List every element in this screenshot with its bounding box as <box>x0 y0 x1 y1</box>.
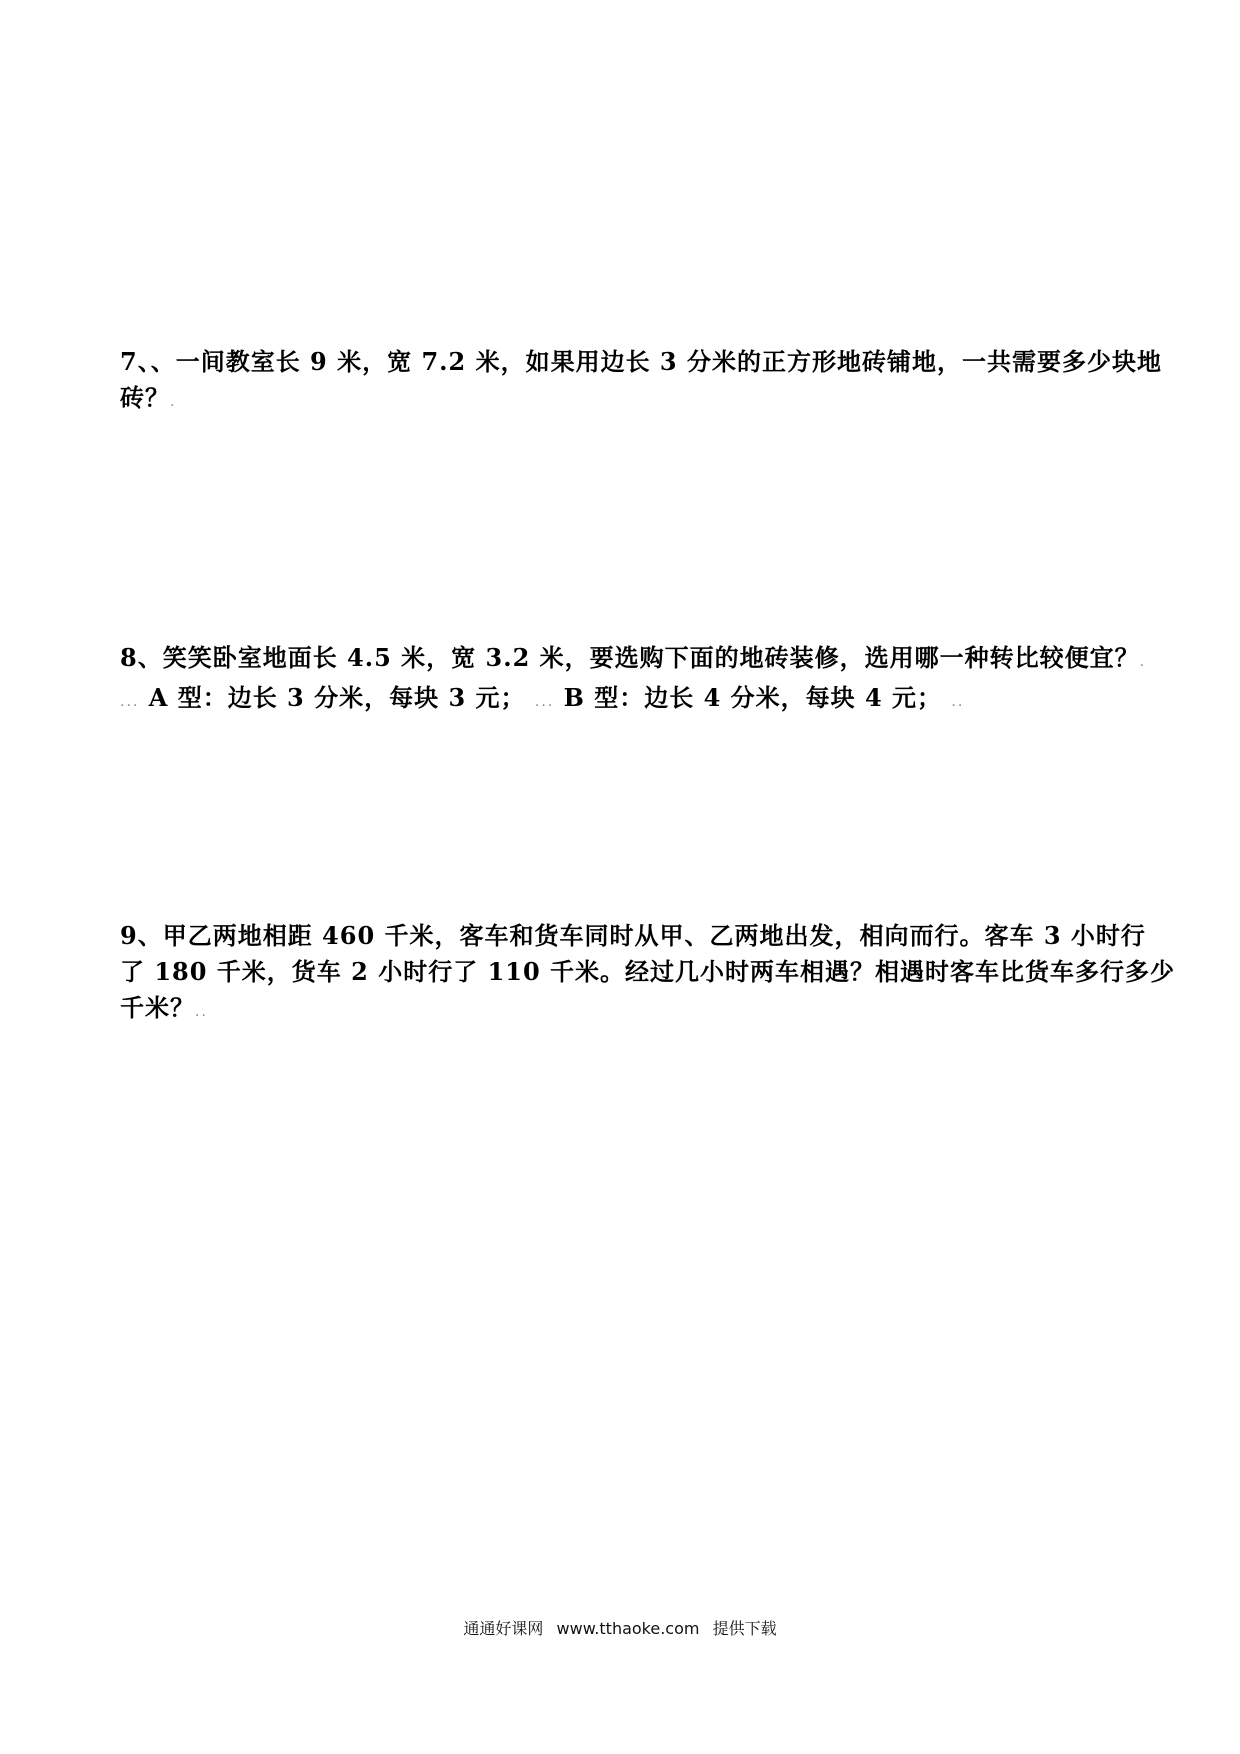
problem-9-line-1: 9、甲乙两地相距 460 千米，客车和货车同时从甲、乙两地出发，相向而行。客车 3 小时行 <box>120 921 1146 950</box>
footer-suffix: 提供下载 <box>712 1619 777 1638</box>
problem-9-line-3 <box>120 990 1130 1030</box>
problem-9 <box>120 918 1176 1030</box>
leading-dots: ... <box>120 694 140 710</box>
option-a: A 型：边长 3 分米，每块 3 元； <box>148 683 526 712</box>
problem-7 <box>120 344 1162 420</box>
option-b: B 型：边长 4 分米，每块 4 元； <box>563 683 943 712</box>
problem-8-line-1 <box>120 640 1147 680</box>
trailing-dots: .. <box>195 1004 208 1020</box>
trailing-dots: . <box>170 394 177 410</box>
problem-8-line-1-text: 8、笑笑卧室地面长 4.5 米，宽 3.2 米，要选购下面的地砖装修，选用哪一种转比较便宜？ <box>120 643 1140 672</box>
page-footer <box>0 1616 1240 1639</box>
trailing-dots: . <box>1139 654 1147 670</box>
problem-7-line-2 <box>120 380 1130 420</box>
separator-dots: ... <box>534 694 555 710</box>
problem-8 <box>120 640 1147 720</box>
problem-7-line-2-text: 砖？ <box>120 383 170 412</box>
footer-url[interactable]: www.tthaoke.com <box>556 1619 700 1638</box>
problem-8-options <box>120 680 1130 720</box>
problem-9-line-2: 了 180 千米，货车 2 小时行了 110 千米。经过几小时两车相遇？相遇时客车比货车多行多少 <box>120 957 1176 986</box>
problem-9-line-3-text: 千米？ <box>120 993 195 1022</box>
problem-7-line-1: 7、、一间教室长 9 米，宽 7.2 米，如果用边长 3 分米的正方形地砖铺地，一共需要多少块地 <box>120 347 1162 376</box>
trailing-dots: .. <box>951 694 965 710</box>
footer-site-name: 通通好课网 <box>463 1619 544 1638</box>
